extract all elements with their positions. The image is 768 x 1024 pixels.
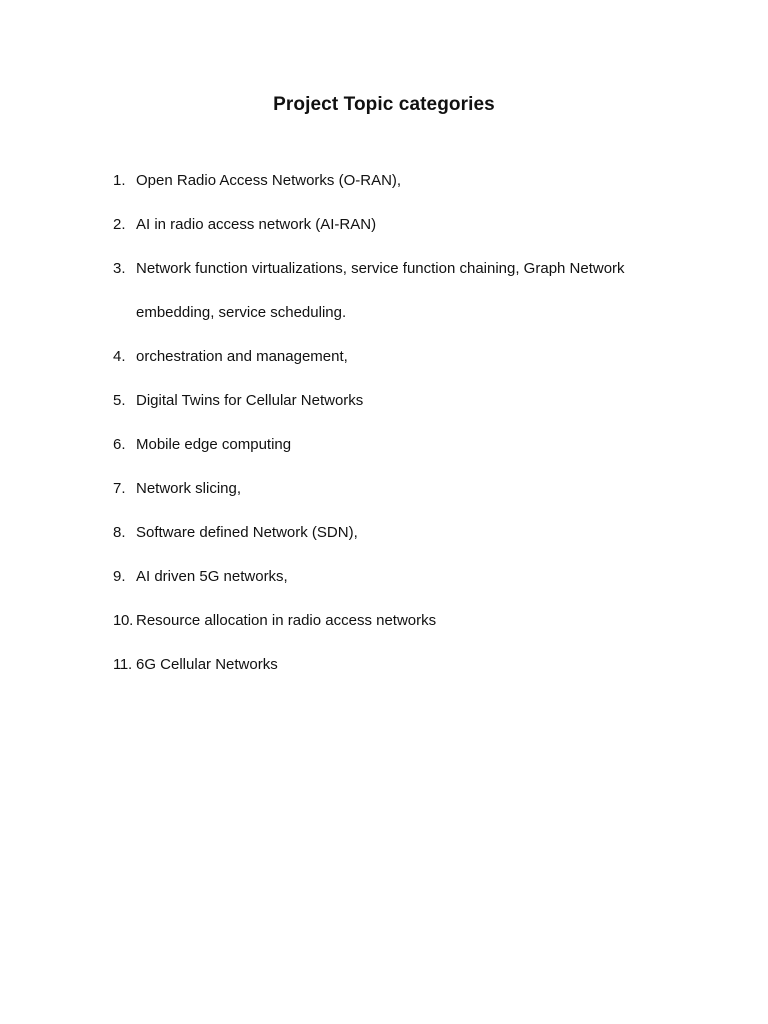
list-item-text: 6G Cellular Networks [136, 656, 278, 673]
list-item [113, 346, 713, 368]
topic-list [113, 170, 713, 698]
list-item-text: Network function virtualizations, service function chaining, Graph Network [136, 260, 625, 277]
list-item-text: AI driven 5G networks, [136, 568, 288, 585]
list-item [113, 214, 713, 236]
list-item [113, 170, 713, 192]
list-item [113, 566, 713, 588]
list-item [113, 478, 713, 500]
list-item-text: Open Radio Access Networks (O-RAN), [136, 172, 402, 189]
list-item-number: 1. [113, 172, 126, 189]
list-item-text: orchestration and management, [136, 348, 348, 365]
list-item [113, 258, 713, 324]
list-item [113, 522, 713, 544]
list-item-number: 7. [113, 480, 126, 497]
list-item-number: 5. [113, 392, 126, 409]
list-item-number: 3. [113, 260, 126, 277]
list-item [113, 390, 713, 412]
list-item-text-continued: embedding, service scheduling. [136, 304, 347, 321]
list-item-text: Resource allocation in radio access networks [136, 612, 437, 629]
list-item-number: 10. [113, 612, 133, 629]
list-item-number: 2. [113, 216, 126, 233]
list-item-number: 6. [113, 436, 126, 453]
list-item-number: 9. [113, 568, 126, 585]
list-item-number: 11. [113, 656, 132, 673]
list-item [113, 610, 713, 632]
list-item-number: 4. [113, 348, 126, 365]
list-item-text: Software defined Network (SDN), [136, 524, 358, 541]
document-title: Project Topic categories [273, 94, 495, 115]
list-item-number: 8. [113, 524, 126, 541]
list-item-text: AI in radio access network (AI-RAN) [136, 216, 377, 233]
list-item [113, 654, 713, 676]
list-item [113, 434, 713, 456]
list-item-text: Digital Twins for Cellular Networks [136, 392, 364, 409]
list-item-text: Mobile edge computing [136, 436, 292, 453]
list-item-text: Network slicing, [136, 480, 242, 497]
